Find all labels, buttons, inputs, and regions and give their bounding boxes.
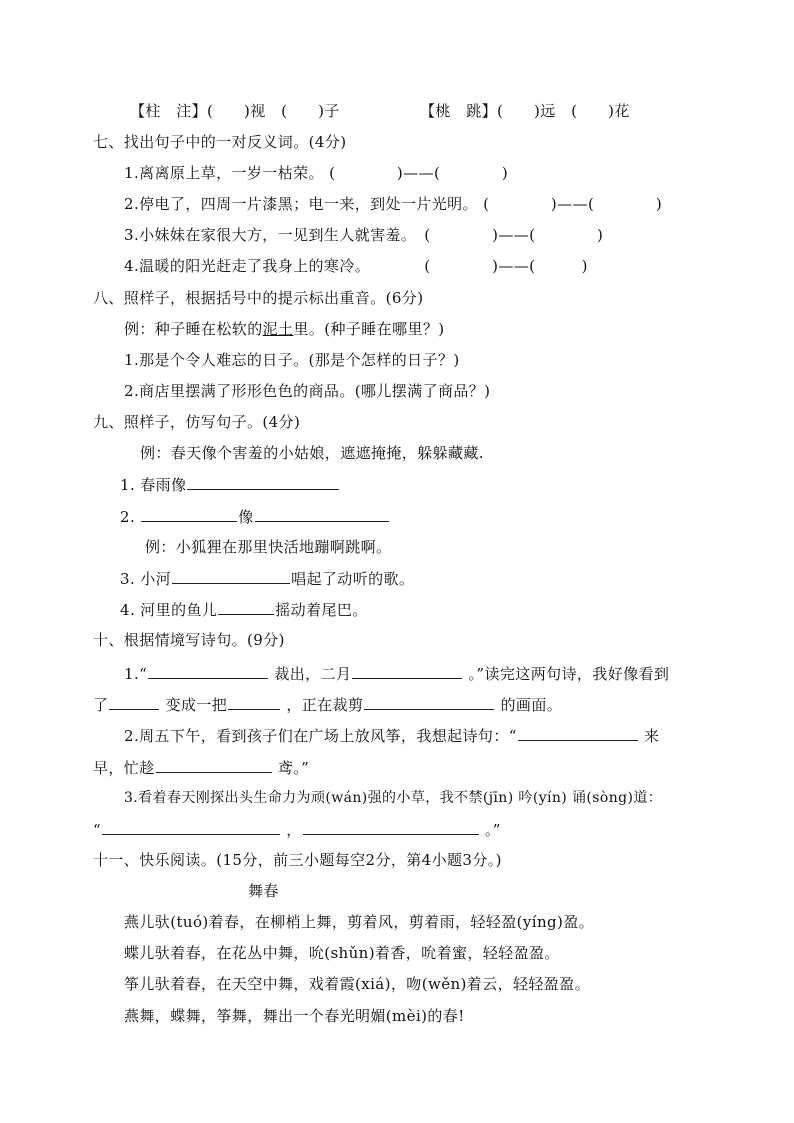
s10-q2-c: 早，忙趁: [93, 759, 155, 777]
s7-question-1: 1.离离原上草，一岁一枯荣。 ( )——( ): [124, 164, 509, 182]
s10-q2-blank-2[interactable]: [156, 757, 272, 773]
poem-paragraph-1: 燕儿驮(tuó)着春，在柳梢上舞，剪着风，剪着雨，轻轻盈(yíng)盈。: [124, 913, 595, 931]
s10-q1-c: 。”读完这两句诗，我好像看到: [463, 665, 670, 683]
s10-q1-f: ，正在裁剪: [281, 696, 364, 714]
s9-question-1: [120, 474, 340, 495]
section-7-title: 七、找出句子中的一对反义词。(4分): [93, 133, 347, 151]
section-9-title: 九、照样子，仿写句子。(4分): [93, 413, 301, 431]
s10-question-3-line-2: [93, 819, 501, 840]
s10-q1-d: 了: [93, 696, 109, 714]
s9-q3-pre: 3. 小河: [120, 570, 172, 588]
s9-question-3: [120, 568, 414, 589]
s10-q3-blank-2[interactable]: [303, 819, 479, 835]
s10-q1-blank-4[interactable]: [228, 694, 280, 710]
poem-paragraph-4: 燕舞，蝶舞，筝舞，舞出一个春光明媚(mèi)的春!: [124, 1007, 465, 1025]
s10-q1-blank-3[interactable]: [109, 694, 159, 710]
s10-question-3-line-1: 3.看着春天刚探出头生命力为顽(wán)强的小草，我不禁(jīn) 吟(yín) 诵(sòng)道：: [124, 790, 663, 806]
s9-question-2: [120, 506, 390, 527]
s10-question-2-line-2: [93, 757, 309, 778]
s8-example-pre: 例：种子睡在松软的: [124, 320, 263, 338]
s8-example: [124, 319, 445, 339]
s10-question-1-line-1: [124, 663, 669, 684]
s10-q3-c: ，: [281, 821, 302, 839]
s9-example-1: 例：春天像个害羞的小姑娘，遮遮掩掩，躲躲藏藏.: [140, 444, 484, 462]
s9-q4-post: 摇动着尾巴。: [275, 601, 368, 619]
s10-q1-g: 的画面。: [495, 696, 563, 714]
s10-q2-d: 鸢。”: [272, 759, 310, 777]
s9-q2-blank-1[interactable]: [141, 506, 237, 522]
s9-q1-text: 1. 春雨像: [120, 476, 187, 494]
section-11-title: 十一、快乐阅读。(15分，前三小题每空2分，第4小题3分。): [93, 851, 502, 869]
s7-question-2: 2.停电了，四周一片漆黑；电一来，到处一片光明。 ( )——( ): [124, 195, 663, 213]
poem-paragraph-2: 蝶儿驮着春，在花丛中舞，吮(shǔn)着香，吮着蜜，轻轻盈盈。: [124, 944, 560, 962]
s9-q3-blank[interactable]: [172, 568, 290, 584]
s10-q1-e: 变成一把: [160, 696, 228, 714]
s8-question-2: 2.商店里摆满了形形色色的商品。(哪儿摆满了商品？): [124, 382, 491, 400]
s9-q2-blank-2[interactable]: [255, 506, 389, 522]
s8-example-post: 里。(种子睡在哪里？): [293, 320, 445, 338]
s9-q2-mid: 像: [238, 508, 254, 526]
s9-q3-post: 唱起了动听的歌。: [291, 570, 415, 588]
s9-question-4: [120, 599, 368, 620]
poem-paragraph-3: 筝儿驮着春，在天空中舞，戏着霞(xiá)，吻(wěn)着云，轻轻盈盈。: [124, 975, 590, 993]
s8-question-1: 1.那是个令人难忘的日子。(那是个怎样的日子？): [124, 351, 460, 369]
s9-q4-pre: 4. 河里的鱼儿: [120, 601, 218, 619]
s10-q1-blank-5[interactable]: [364, 694, 494, 710]
s10-q1-blank-1[interactable]: [148, 663, 268, 679]
s10-q1-b: 裁出，二月: [269, 665, 352, 683]
s9-q4-blank[interactable]: [218, 599, 274, 615]
s10-q2-blank-1[interactable]: [518, 725, 638, 741]
s9-example-2: 例：小狐狸在那里快活地蹦啊跳啊。: [145, 538, 392, 556]
section-10-title: 十、根据情境写诗句。(9分): [93, 631, 285, 649]
s9-q2-num: 2.: [120, 508, 136, 526]
section-8-title: 八、照样子，根据括号中的提示标出重音。(6分): [93, 289, 424, 307]
s7-question-4: 4.温暖的阳光赶走了我身上的寒冷。 ( )——( ): [124, 257, 588, 275]
s10-q2-a: 2.周五下午，看到孩子们在广场上放风筝，我想起诗句：“: [124, 727, 517, 745]
s10-question-2-line-1: [124, 725, 659, 746]
s10-q3-d: 。”: [479, 821, 501, 839]
zhuzhu-item: 【柱 注】( )视 ( )子: [130, 102, 340, 120]
s10-q1-blank-2[interactable]: [352, 663, 462, 679]
s10-q3-blank-1[interactable]: [102, 819, 280, 835]
s10-q1-a: 1.“: [124, 665, 148, 683]
s10-q3-b: “: [93, 821, 102, 839]
s9-q1-blank[interactable]: [187, 474, 339, 490]
poem-title: 舞春: [248, 882, 279, 900]
s8-example-underlined: 泥土: [262, 320, 294, 338]
s10-q2-b: 来: [638, 727, 660, 745]
s7-question-3: 3.小妹妹在家很大方，一见到生人就害羞。 ( )——( ): [124, 226, 604, 244]
s10-question-1-line-2: [93, 694, 562, 715]
taotiao-item: 【桃 跳】( )远 ( )花: [420, 102, 630, 120]
